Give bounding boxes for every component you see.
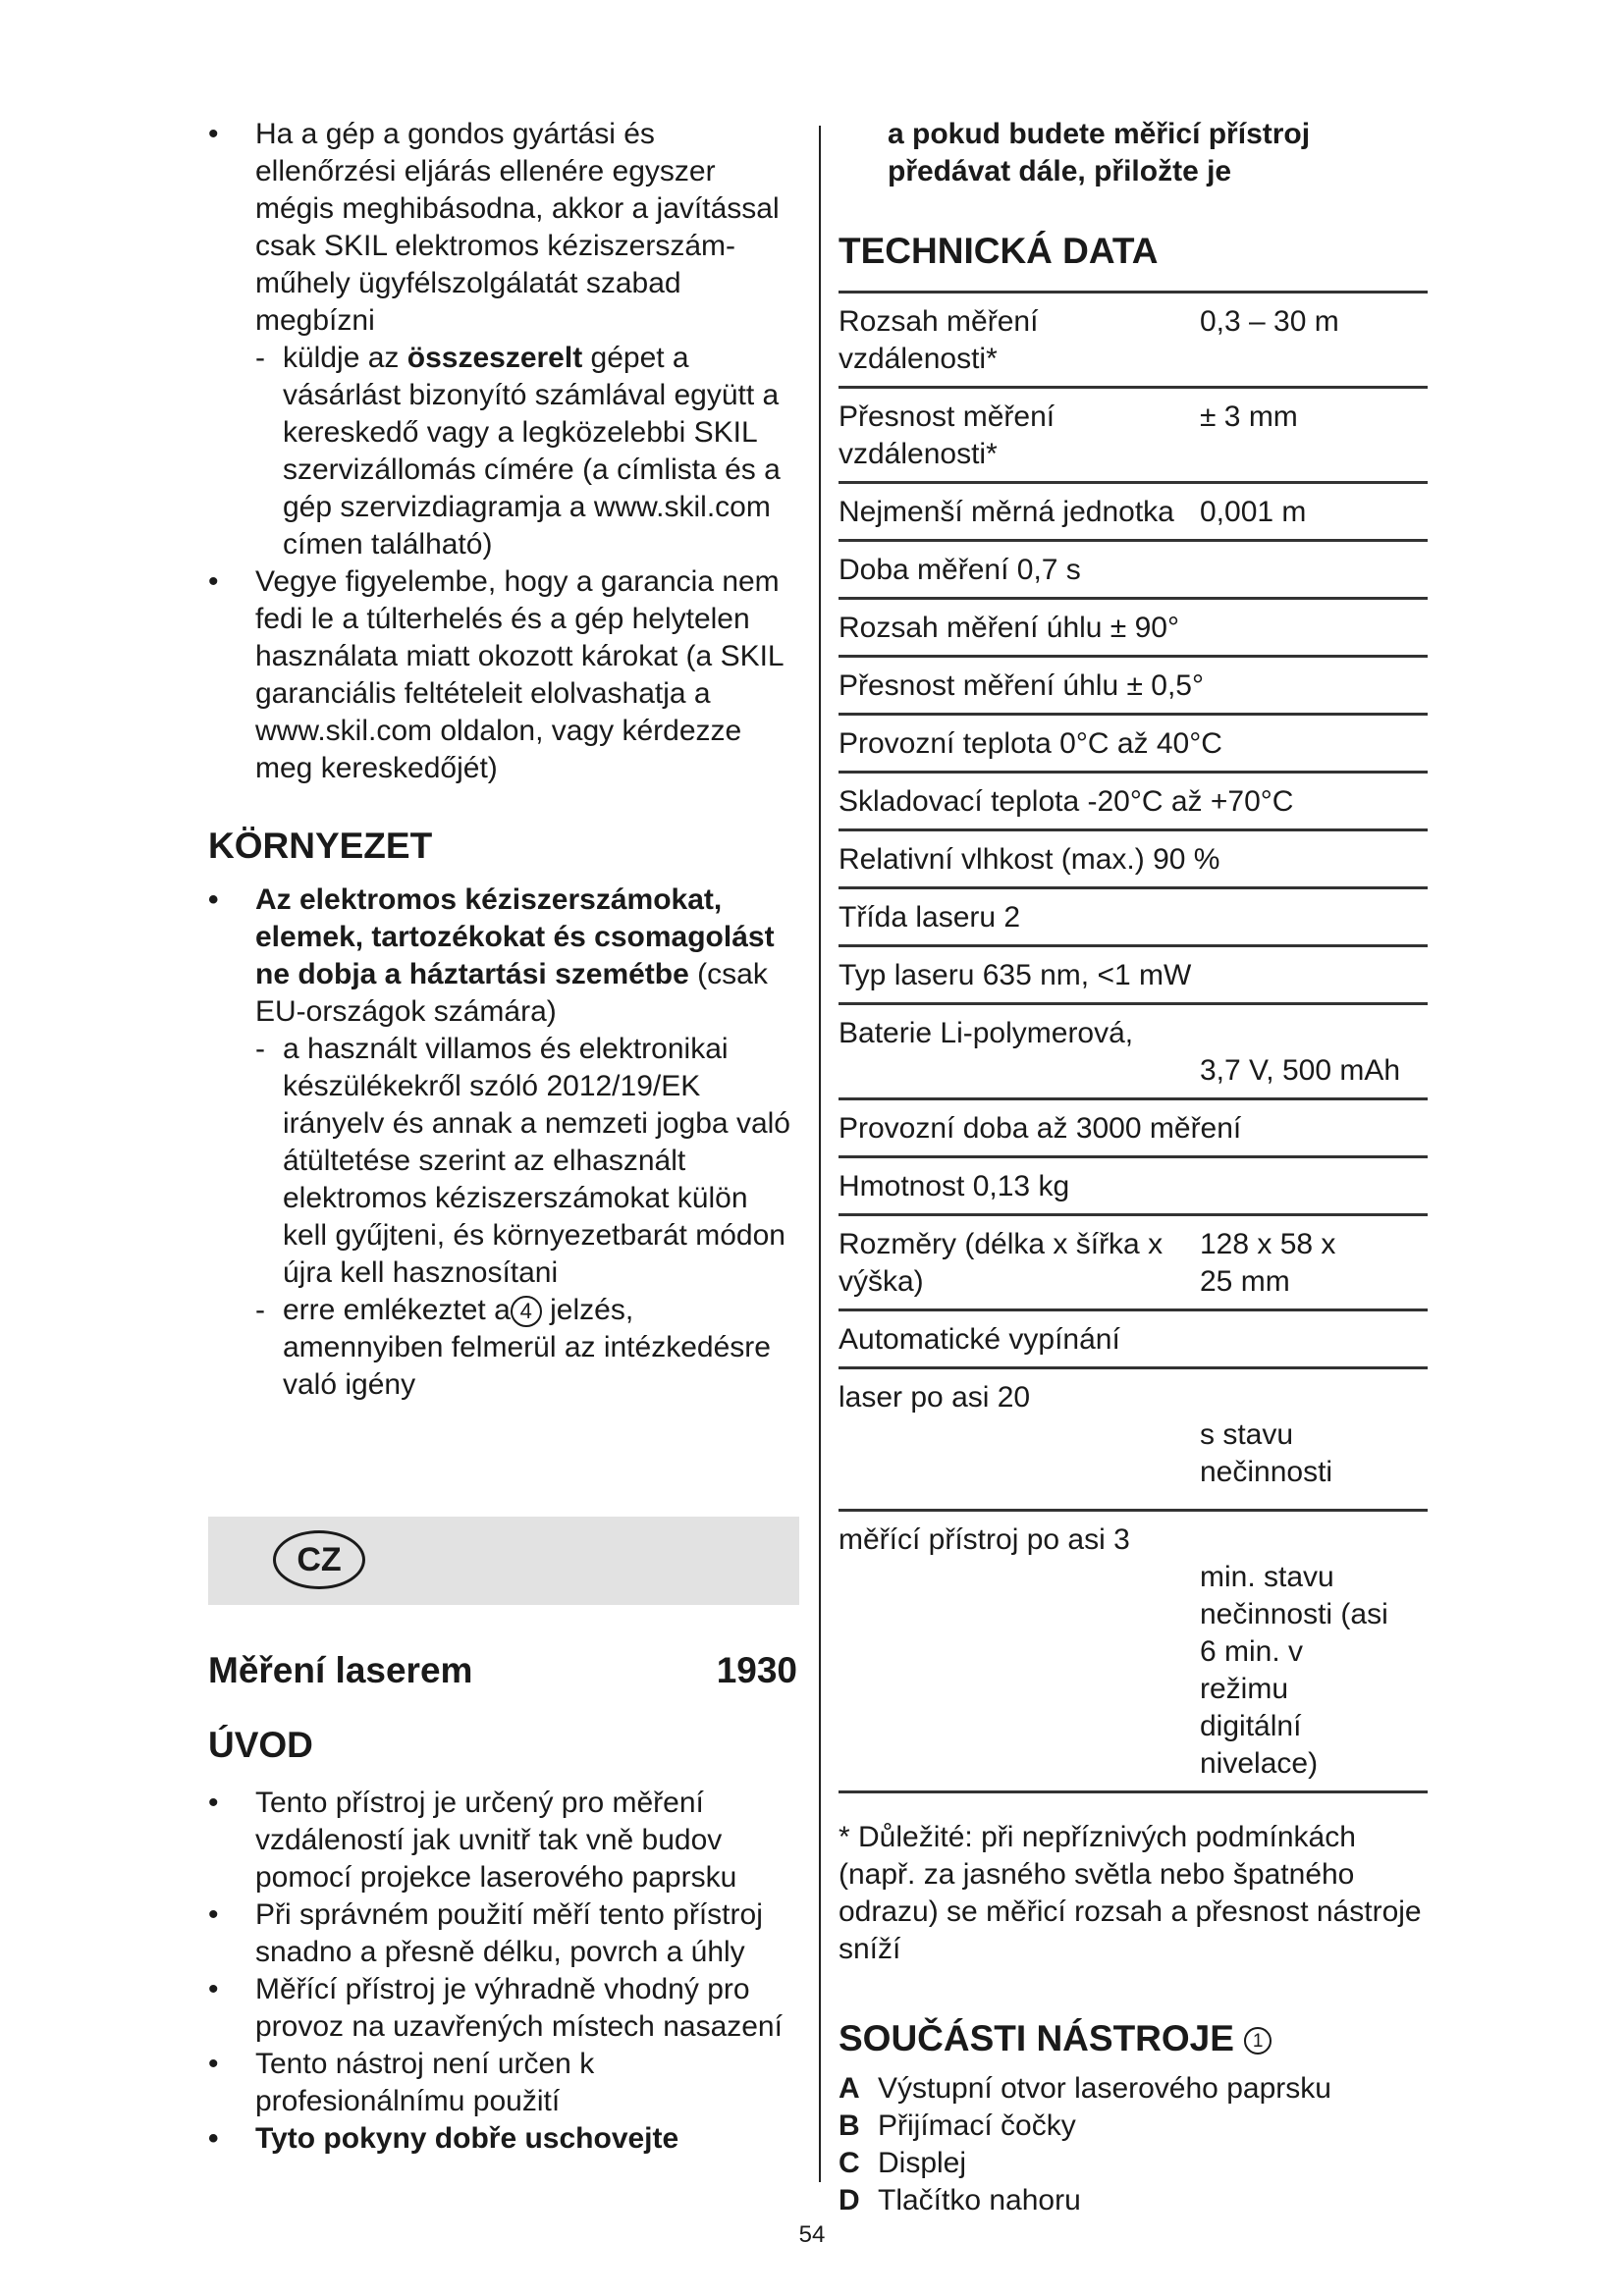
table-row bbox=[839, 600, 1428, 658]
table-row bbox=[839, 774, 1428, 831]
product-name: Měření laserem bbox=[208, 1650, 473, 1690]
column-divider bbox=[819, 126, 821, 2182]
accuracy-note: * Důležité: při nepříznivých podmínkách (např. za jasného světla nebo špatného odrazu) se měřicí rozsah a přesnost nástroje sníží bbox=[839, 1821, 1422, 1965]
parts-heading-text: SOUČÁSTI NÁSTROJE bbox=[839, 2018, 1234, 2058]
parts-list bbox=[839, 2070, 1428, 2219]
row-value: 3,7 V, 500 mAh bbox=[1200, 1054, 1401, 1087]
product-model: 1930 bbox=[716, 1650, 797, 1690]
list-item bbox=[839, 2182, 1428, 2219]
keep-instructions-text: a pokud budete měřicí přístroj předávat dále, přiložte je bbox=[888, 118, 1311, 187]
part-letter: C bbox=[839, 2147, 860, 2179]
parts-heading bbox=[839, 2017, 1428, 2060]
intro-list bbox=[208, 1785, 797, 2158]
table-row bbox=[839, 484, 1428, 542]
language-badge: CZ bbox=[273, 1530, 365, 1589]
warranty-sub-send-tool bbox=[208, 340, 797, 563]
row-value: ± 3 mm bbox=[1200, 400, 1298, 433]
table-row bbox=[839, 1158, 1428, 1216]
table-row bbox=[839, 1369, 1428, 1512]
row-value: s stavu nečinnosti bbox=[1200, 1418, 1333, 1488]
row-value: 128 x 58 x 25 mm bbox=[1200, 1228, 1336, 1298]
environment-sub-directive: - a használt villamos és elektronikai készülékekről szóló 2012/19/EK irányelv és annak a nemzeti jogba való átültetése szerint az elhasznált elektromos kéziszerszámokat külön kell gyűjteni, és környezetbarát módon újra kell hasznosítani bbox=[208, 1031, 797, 1292]
sub-text-bold: összeszerelt bbox=[406, 342, 583, 374]
table-row bbox=[839, 294, 1428, 389]
part-letter: A bbox=[839, 2072, 860, 2105]
row-label: Přesnost měření vzdálenosti* bbox=[839, 400, 1056, 470]
row-label: Třída laseru 2 bbox=[839, 901, 1021, 934]
table-row bbox=[839, 889, 1428, 947]
table-row bbox=[839, 389, 1428, 484]
list-item bbox=[839, 2145, 1428, 2182]
environment-bullet-bold: Az elektromos kéziszerszámokat, elemek, tartozékokat és csomagolást ne dobja a háztartási szemétbe bbox=[255, 883, 775, 990]
environment-bullet-normal: (csak EU-országok számára) bbox=[255, 958, 768, 1028]
intro-bullet-5: • Tyto pokyny dobře uschovejte bbox=[208, 2120, 797, 2158]
environment-heading: KÖRNYEZET bbox=[208, 826, 433, 866]
row-label: Rozměry (délka x šířka x výška) bbox=[839, 1228, 1164, 1298]
table-row bbox=[839, 1100, 1428, 1158]
symbol-4-icon: 4 bbox=[511, 1296, 542, 1327]
row-label: Baterie Li-polymerová, bbox=[839, 1017, 1134, 1049]
tech-data-table bbox=[839, 291, 1428, 1793]
intro-bullet-4: • Tento nástroj není určen k profesionálnímu použití bbox=[208, 2046, 797, 2120]
table-row bbox=[839, 1311, 1428, 1369]
part-text: Tlačítko nahoru bbox=[878, 2184, 1081, 2216]
row-label: Typ laseru 635 nm, <1 mW bbox=[839, 959, 1192, 991]
environment-sub-symbol bbox=[208, 1292, 797, 1404]
symbol-text-post: jelzés, amennyiben felmerül az intézkedésre való igény bbox=[283, 1294, 771, 1401]
row-label: Rozsah měření úhlu ± 90° bbox=[839, 612, 1179, 644]
table-row bbox=[839, 1216, 1428, 1311]
intro-heading: ÚVOD bbox=[208, 1725, 313, 1765]
figure-1-icon: 1 bbox=[1244, 2027, 1272, 2055]
table-row bbox=[839, 658, 1428, 716]
part-text: Displej bbox=[878, 2147, 967, 2179]
language-band bbox=[208, 1517, 799, 1605]
list-item bbox=[839, 2070, 1428, 2108]
row-label: Přesnost měření úhlu ± 0,5° bbox=[839, 669, 1204, 702]
warranty-bullet-overload: • Vegye figyelembe, hogy a garancia nem fedi le a túlterhelés és a gép helytelen használata miatt okozott károkat (a SKIL garanciális feltételeit elolvashatja a www.skil.com oldalon, vagy kérdezze meg kereskedőjét) bbox=[208, 563, 797, 787]
warranty-bullet-repair: • Ha a gép a gondos gyártási és ellenőrzési eljárás ellenére egyszer mégis meghibásodna, akkor a javítással csak SKIL elektromos kéziszerszám-műhely ügyfélszolgálatát szabad megbízni bbox=[208, 116, 797, 340]
row-label: Automatické vypínání bbox=[839, 1323, 1120, 1356]
intro-bullet-1: • Tento přístroj je určený pro měření vzdáleností jak uvnitř tak vně budov pomocí projekce laserového paprsku bbox=[208, 1785, 797, 1896]
row-value: min. stavu nečinnosti (asi 6 min. v režimu digitální nivelace) bbox=[1200, 1561, 1388, 1780]
part-text: Přijímací čočky bbox=[878, 2109, 1076, 2142]
table-row bbox=[839, 542, 1428, 600]
table-row bbox=[839, 1512, 1428, 1793]
table-row bbox=[839, 831, 1428, 889]
table-row bbox=[839, 947, 1428, 1005]
sub-text-post: gépet a vásárlást bizonyító számlával együtt a kereskedő vagy a legközelebbi SKIL szervizállomás címére (a címlista és a gép szervizdiagramja a www.skil.com címen található) bbox=[283, 342, 781, 561]
environment-bullet bbox=[208, 881, 797, 1031]
table-row bbox=[839, 716, 1428, 774]
part-letter: D bbox=[839, 2184, 860, 2216]
row-label: Hmotnost 0,13 kg bbox=[839, 1170, 1070, 1202]
row-label: Rozsah měření vzdálenosti* bbox=[839, 305, 1039, 375]
list-item bbox=[839, 2108, 1428, 2145]
part-letter: B bbox=[839, 2109, 860, 2142]
tech-data-heading: TECHNICKÁ DATA bbox=[839, 231, 1159, 271]
row-label: Skladovací teplota -20°C až +70°C bbox=[839, 785, 1294, 818]
intro-bullet-2: • Při správném použití měří tento přístroj snadno a přesně délku, povrch a úhly bbox=[208, 1896, 797, 1971]
page-number: 54 bbox=[798, 2221, 826, 2248]
symbol-text-pre: erre emlékeztet a bbox=[283, 1294, 511, 1326]
row-label: laser po asi 20 bbox=[839, 1381, 1031, 1414]
right-column bbox=[839, 116, 1428, 2219]
sub-text-pre: küldje az bbox=[283, 342, 407, 374]
intro-bullet-3: • Měřící přístroj je výhradně vhodný pro provoz na uzavřených místech nasazení bbox=[208, 1971, 797, 2046]
row-label: Relativní vlhkost (max.) 90 % bbox=[839, 843, 1220, 876]
product-title-row bbox=[208, 1649, 797, 1692]
row-label: Doba měření 0,7 s bbox=[839, 554, 1081, 586]
row-value: 0,3 – 30 m bbox=[1200, 305, 1339, 338]
row-label: Nejmenší měrná jednotka bbox=[839, 496, 1174, 528]
row-value: 0,001 m bbox=[1200, 496, 1307, 528]
table-row bbox=[839, 1005, 1428, 1100]
row-label: Provozní teplota 0°C až 40°C bbox=[839, 727, 1222, 760]
row-label: měřící přístroj po asi 3 bbox=[839, 1523, 1130, 1556]
part-text: Výstupní otvor laserového paprsku bbox=[878, 2072, 1331, 2105]
row-label: Provozní doba až 3000 měření bbox=[839, 1112, 1242, 1145]
